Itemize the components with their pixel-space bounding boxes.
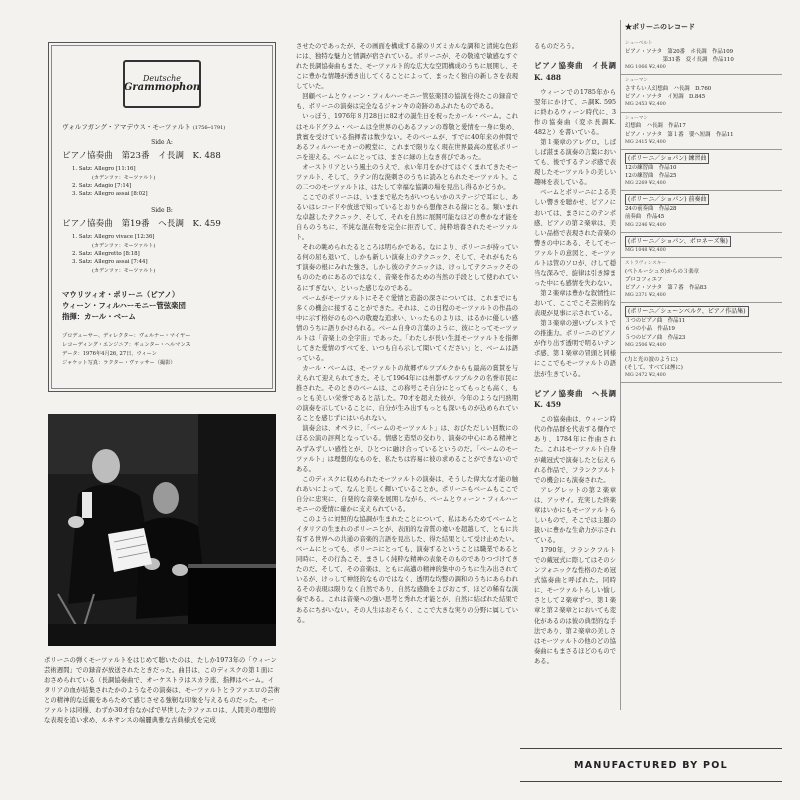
discography-work: プロコフィエフ xyxy=(625,276,663,283)
discography-list xyxy=(621,38,782,383)
essay-paragraph: 第１楽章のアレグロ。しばしば湛まる演奏の言葉においても、後でするテンポ感で表現したモーツァルトの美しい趣味を表している。 xyxy=(534,139,616,187)
discography-work: (ポリーニ／ショパン) 練習曲 xyxy=(625,153,709,164)
movement: 3. Satz: Allegro assai [7:44] (カデンツァ：モーツァルト) xyxy=(72,259,156,274)
program-box xyxy=(48,42,276,392)
essay-paragraph: ベームがモーツァルトにそそぐ愛情と造詣の深さについては、これまでにも多くの機会に接することができた。それは、この日程のモーツァルトの作品の中に示す格好のものへの敬慶な追求い、いったものよりは、はるかに優しい感情のうちに語りかけられる。ベーム自身の言葉のように、彼にとってモーツァルトは「音楽上の全宇宙」であった。「わたしが長い生涯モーツァルトを指揮してきた愛情のすべてを、いつも自ら示して聞いてください」と、ベームは語っている。 xyxy=(296,294,518,362)
essay-paragraph: 回顧ベームとウィーン・フィルハーモニー管弦楽団の協演を得たこの録音でも、ポリーニの演奏は完全なるジャンキの奇跡のあふれたものである。 xyxy=(296,93,518,111)
discography-work: ピアノ・ソナタ 第１番 嬰ヘ短調 作品11 xyxy=(625,131,734,138)
section-heading-k488: ピアノ協奏曲 イ長調 K. 488 xyxy=(534,61,616,82)
essay-paragraph: ベームとポリーニによる美しい響きを聴かせ、ピアノにおいては、まさにこのテンポ感、ピアノの第２楽章は、美しい品格で表現された音楽の響きの中にある、そしてモーツァルトの意図と、モーツァルトは管のソロが、けして穏当な深みで、旋律は引き締まった中にも感情を失わない。 xyxy=(534,189,616,287)
essay-paragraph: アレグレットの第２楽章は、アッサイ。充実した終楽章はいかにもモーツァルトらしいもので、そこでは主題の扱いに豊かな生命力が示されている。 xyxy=(534,486,616,544)
side-a-label: Side A: xyxy=(151,139,173,146)
catalog-number: MG 1066 ¥2,400 xyxy=(625,65,666,71)
discography-item xyxy=(621,113,782,150)
discography-work: 12の練習曲 作品10 xyxy=(625,164,677,171)
catalog-number: MG 2371 ¥2,400 xyxy=(625,293,666,299)
discography-item xyxy=(621,233,782,258)
discography-work: (力と光の波のように) xyxy=(625,356,678,363)
work-b-title: ピアノ協奏曲 第19番 ヘ長調 K. 459 xyxy=(62,218,221,229)
essay-paragraph: 第２楽章は豊かな叙情性において、ここでこそ芸術的な表現が見事に示されている。 xyxy=(534,290,616,318)
catalog-number: MG 1048 ¥2,400 xyxy=(625,247,666,253)
discography-composer: シューマン xyxy=(625,115,648,121)
discography-composer: シューベルト xyxy=(625,41,653,46)
discography-item xyxy=(621,303,782,353)
essay-paragraph: ウィーンでの1785年から翌年にかけて、ニ調K. 595に終わるウィーン時代に、3作の協奏曲（変ホ長調K. 482と）を書いている。 xyxy=(534,88,616,136)
discography-work: (ポリーニ／ショパン) 前奏曲 xyxy=(625,194,709,205)
discography-work: ５つのピアノ曲 作品23 xyxy=(625,334,686,341)
side-b-label: Side B: xyxy=(151,206,173,214)
discography-work: ピアノ・ソナタ 第７番 作品83 xyxy=(625,285,707,291)
discography-composer: シューマン xyxy=(625,78,648,84)
discography-title: ★ポリーニのレコード xyxy=(625,22,695,31)
discography-item xyxy=(621,75,782,112)
essay-paragraph: このディスクに収められたモーツァルトの演奏は、そうした偉大な才能の触れあいによって、なんと美しく輝いていることか。ポリーニもベームもここで自分に忠実に、自発的な音楽を展開しながら、ベームとウィーン・フィルハーモニーの愛情に確かに支えられている。 xyxy=(296,475,518,513)
discography-work: ピアノ・ソナタ 第20番 ホ長調 作品109 xyxy=(625,48,734,55)
discography-work: ピアノ・ソナタ イ短調 D.845 xyxy=(625,94,706,101)
essay-paragraph: 第３楽章の速いプレストでの推進力。ポリーニのピアノが作り出す透明で明るいテンポ感、第１楽章の冒頭と同様にここでもモーツァルトの語法が生きている。 xyxy=(534,320,616,378)
discography-work: 前奏曲 作品45 xyxy=(625,214,665,221)
discography-work: (ポリーニ／シェーンベルク、ピアノ作品集) xyxy=(625,306,749,317)
discography-work: 24の前奏曲 作品28 xyxy=(625,206,677,213)
catalog-number: MG 2415 ¥2,400 xyxy=(625,139,666,145)
catalog-number: MG 2269 ¥2,400 xyxy=(625,181,666,187)
composer-name: ヴォルフガング・アマデウス・モーツァルト (1756─1791) xyxy=(62,123,226,131)
discography-work: (ペトルーシュカ)からの３楽章 xyxy=(625,268,700,275)
essay-paragraph: それの眺められたるところは明らかである。なにより、ポリーニが持っている何の屈も退いて、しかも新しい演奏上のテクニック、そして、それがもたらす演奏の根にみれた強さ。しかし彼のテクニックは、けっしてテクニックそのもののためにあるのではなく、音楽を作るための当然の手段として使われているにすぎない、といった感じなのである。 xyxy=(296,244,518,292)
discography-item xyxy=(621,258,782,303)
essay-paragraph: るものだろう。 xyxy=(534,43,579,50)
essay-paragraph: オーストリアという風土のうえで、永い年月をかけてはぐくまれてきたモーツァルト、そして、ラテン的な溌刺さのうちに読みとられたモーツァルト。この二つのモーツァルトは、はたして幸福な協調の場を見出し得るかどうか。 xyxy=(296,163,518,191)
discography-work: ６つの小品 作品19 xyxy=(625,326,675,333)
discography-composer: ストラヴィンスキー xyxy=(625,260,666,266)
discography-work: 幻想曲 ハ長調 作品17 xyxy=(625,123,686,130)
essay-paragraph: このように対照的な協調が生まれたことについて、私はあらためてベームとイタリアの生まれのポリーニとが、表面的な音質の違いを超越して、ともに共有する世界への共通の音楽的言語を見出した、得た結果として受け止めたい。ベームにとっても、ポリーニにとっても、演奏するということは職業であると同時に、その行為こそ、まさしく純粋な精神の表象そのものでありつづけてきたのだ。そして、その音楽は、ともに高邁の精神的集中のうちに生み出されているが、けっして神経的なものではなく、透明な均整の調和のうちにあらわれるその表現は限りなく自然であり、自然な感動をよびおこす、ほどの稀有な演奏である。これは音楽への強い思考と秀れた才能とが、自然に結ばれた結果であるにちがいない。その人生はおそらく、ここで大きな実りの分野に属している。 xyxy=(296,515,518,624)
discography-item xyxy=(621,353,782,383)
discography-work: さすらい人幻想曲 ハ長調 D.760 xyxy=(625,86,712,93)
essay-paragraph: させたのであったが、その画面を構成する線のリズミカルな調和と清純な色彩には、独特な魅力と情調が宿されている。ポリーニが、その敬遠で敏感なすぐれた長調協奏曲もまた、モーツァルト的な広大な空間構成のうちに展開し、そこに豊かな情趣が湧き出してくることによって、まったく独自の新しさを表現していた。 xyxy=(296,43,518,91)
intro-paragraph: ポリーニの弾くモーツァルトをはじめて聴いたのは、たしか1973年の「ウィーン芸術週間」での録音が放送されたときだった。曲目は、このディスクの第１面におさめられている（長調協奏曲で、オーケストラはスカラ座、指揮はベーム。イタリアの血が結集されたかのようなその演奏は、モーツァルトとラファエロの芸術との精神的な近親をあらためて感じさせる強靭な印象を与えるものだった。モーツァルトは同様、わずか30才台なかばで早世したラファエロは、人間美の理想的な表現を追い求め、ルネサンスの端麗典雅な古典様式を完成 xyxy=(44,657,280,724)
discography-item xyxy=(621,150,782,191)
recording-session-photo xyxy=(48,414,276,646)
section-heading-k459: ピアノ協奏曲 ヘ長調 K. 459 xyxy=(534,388,616,410)
catalog-number: MG 2453 ¥2,400 xyxy=(625,102,666,108)
essay-paragraph: 演奏会は、オペラに、「ベームのモーツァルト」は、おびただしい回数にのぼる公演の評判となっている。情感と造型の交わり、演奏の中心にある精神とみずみずしい感性とが、ひとつに融け合っているというのだ。「ベームのモーツァルト」は理想的なものを、私たちは容易に彼の求めることができないのである。 xyxy=(296,425,518,473)
essay-paragraph: いっぽう、1976年８月28日に82才の誕生日を祝ったカール・ベーム。これはモルドグラム・ベームは全世界の心あるファンの尊敬と愛情を一身に集め、貴賓を受けている指揮者は数少ない。そのベームが、すでに40年来の仲間であるフィルハーモカーの殿堂に、これまで限りなく現在世界最高の度私ポリーニを迎える。ベームにとっては、まさに緑の上なき喜びであった。 xyxy=(296,113,518,161)
discography-work: 第31番 変イ長調 作品110 xyxy=(625,57,734,63)
essay-paragraph: 1790年、フランクフルトでの戴冠式に際してはそのシンフォニックな性格のため冠式協奏曲と呼ばれた。同時に、モーツァルトらしい愉しさとして２楽章ずつ、第１楽章と第２楽章とにおいても変化があるのは彼の典型的な手法であり、第２楽章の美しさはモーツァルトの他のどの協奏曲にもまさるほどのものである。 xyxy=(534,547,616,665)
production-credits: プロデューサー、ディレクター：ヴェルナー・マイヤー レコーディング・エンジニア：ギュンター・ヘルマンス データ：1976年4月26, 27日、ウィーン ジャケット写真：ラクター・ヴァッサー（撮影） xyxy=(62,333,191,366)
essay-paragraph: この協奏曲は、ウィーン時代の作品群を代表する傑作であり、1784年に作曲された。これはモーツァルト自身が戴冠式で演奏したと伝えられる作品で、フランクフルトでの機会にも演奏された。 xyxy=(534,416,616,484)
deutsche-grammophon-logo: Deutsche Grammophon xyxy=(123,60,201,108)
work-b-movements xyxy=(72,233,262,275)
discography-work: ３つのピアノ曲 作品11 xyxy=(625,318,686,325)
movement: 3. Satz: Allegro assai [8:02] xyxy=(72,191,148,198)
essay-paragraph: ここでのポリーニは、いままで私たちがいつもいかのステージで耳にし、あるいはレコードや放送で知っているとおりから想像される線にとる。類いまれな卓越したテクニック、そして、それを自然に展開可能なほどの豊かな才能を自らのうちに、不純な混在物を完全に拒否して、純粋培養されたモーツァルト。 xyxy=(296,193,518,242)
movement: 2. Satz: Adagio [7:14] xyxy=(72,182,132,189)
movement: 1. Satz: Allegro [11:16] (カデンツァ：モーツァルト) xyxy=(72,166,156,181)
essay-paragraph: カール・ベームは、モーツァルトの故郷ザルツブルクからも最高の賞賛を与えられて迎えられてきた。そして1964年には州都ザルツブルクの名誉市民に推された。そのときのベームは、この称号こそ自分にとってもっとも高く、もっとも美しい栄誉であると話した。70才を超えた彼が、今年のような円熟期の演奏を示していることに、自分が生み出すもっとも深いものが込められていることを感じずにはいられない。 xyxy=(296,365,518,423)
movement: 1. Satz: Allegro vivace [12:36] (カデンツァ：モーツァルト) xyxy=(72,233,156,249)
discography-work: 12の練習曲 作品25 xyxy=(625,173,677,179)
essay-middle-column xyxy=(296,42,518,742)
discography-item xyxy=(621,38,782,75)
manufacturer-label: MANUFACTURED BY POL xyxy=(520,748,782,782)
discography-work: (そして、すべては煙に) xyxy=(625,364,683,371)
discography-panel xyxy=(620,20,782,710)
catalog-number: MG 2472 ¥2,400 xyxy=(625,373,666,379)
catalog-number: MG 2246 ¥2,400 xyxy=(625,222,666,228)
movement: 2. Satz: Allegretto [8:18] xyxy=(72,250,140,257)
catalog-number: MG 2506 ¥2,400 xyxy=(625,342,666,348)
photo-illustration xyxy=(48,414,276,646)
discography-item xyxy=(621,191,782,232)
discography-work: (ポリーニ／ショパン、ポロネーズ集) xyxy=(625,236,731,247)
work-a-title: ピアノ協奏曲 第23番 イ長調 K. 488 xyxy=(62,151,221,161)
essay-third-column xyxy=(534,42,616,752)
performers: マウリツィオ・ポリーニ（ピアノ） ウィーン・フィルハーモニー管弦楽団 指揮：カール・ベーム xyxy=(62,289,186,322)
work-a-movements xyxy=(72,165,262,199)
